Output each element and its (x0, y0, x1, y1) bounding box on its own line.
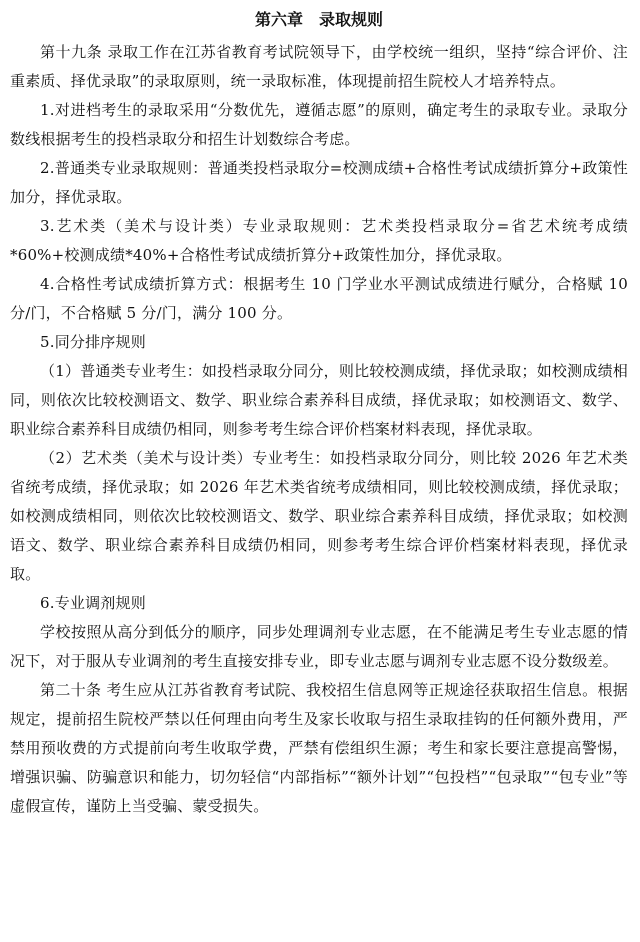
rule-6-paragraph: 学校按照从高分到低分的顺序，同步处理调剂专业志愿，在不能满足考生专业志愿的情况下，对于服从专业调剂的考生直接安排专业，即专业志愿与调剂专业志愿不设分数级差。 (10, 623, 628, 670)
rule-4-paragraph: 4.合格性考试成绩折算方式：根据考生 10 门学业水平测试成绩进行赋分，合格赋 10 分/门，不合格赋 5 分/门，满分 100 分。 (10, 275, 628, 322)
rule-3-paragraph: 3.艺术类（美术与设计类）专业录取规则：艺术类投档录取分=省艺术统考成绩*60%+校测成绩*40%+合格性考试成绩折算分+政策性加分，择优录取。 (10, 217, 628, 264)
rule-2-paragraph: 2.普通类专业录取规则：普通类投档录取分=校测成绩+合格性考试成绩折算分+政策性加分，择优录取。 (10, 159, 628, 206)
article-19-intro: 第十九条 录取工作在江苏省教育考试院领导下，由学校统一组织，坚持“综合评价、注重素质、择优录取”的录取原则，统一录取标准，体现提前招生院校人才培养特点。 (10, 43, 628, 90)
article-20-paragraph: 第二十条 考生应从江苏省教育考试院、我校招生信息网等正规途径获取招生信息。根据规定，提前招生院校严禁以任何理由向考生及家长收取与招生录取挂钩的任何额外费用，严禁用预收费的方式提前向考生收取学费，严禁有偿组织生源；考生和家长要注意提高警惕，增强识骗、防骗意识和能力，切勿轻信“内部指标”“额外计划”“包投档”“包录取”“包专业”等虚假宣传，谨防上当受骗、蒙受损失。 (10, 681, 628, 815)
rule-6-heading: 6.专业调剂规则 (40, 594, 146, 612)
chapter-title: 第六章 录取规则 (254, 10, 383, 29)
rule-5-2-paragraph: （2）艺术类（美术与设计类）专业考生：如投档录取分同分，则比较 2026 年艺术类省统考成绩，择优录取；如 2026 年艺术类省统考成绩相同，则比较校测成绩，择优录取；如校测成绩相同，则依次比较校测语文、数学、职业综合素养科目成绩，择优录取；如校测语文、数学、职业综合素养科目成绩仍相同，则参考考生综合评价档案材料表现，择优录取。 (10, 449, 628, 583)
rule-1-paragraph: 1.对进档考生的录取采用“分数优先，遵循志愿”的原则，确定考生的录取专业。录取分数线根据考生的投档录取分和招生计划数综合考虑。 (10, 101, 628, 148)
rule-5-1-paragraph: （1）普通类专业考生：如投档录取分同分，则比较校测成绩，择优录取；如校测成绩相同，则依次比较校测语文、数学、职业综合素养科目成绩，择优录取；如校测语文、数学、职业综合素养科目成绩仍相同，则参考考生综合评价档案材料表现，择优录取。 (10, 362, 628, 438)
rule-5-heading: 5.同分排序规则 (40, 333, 146, 351)
